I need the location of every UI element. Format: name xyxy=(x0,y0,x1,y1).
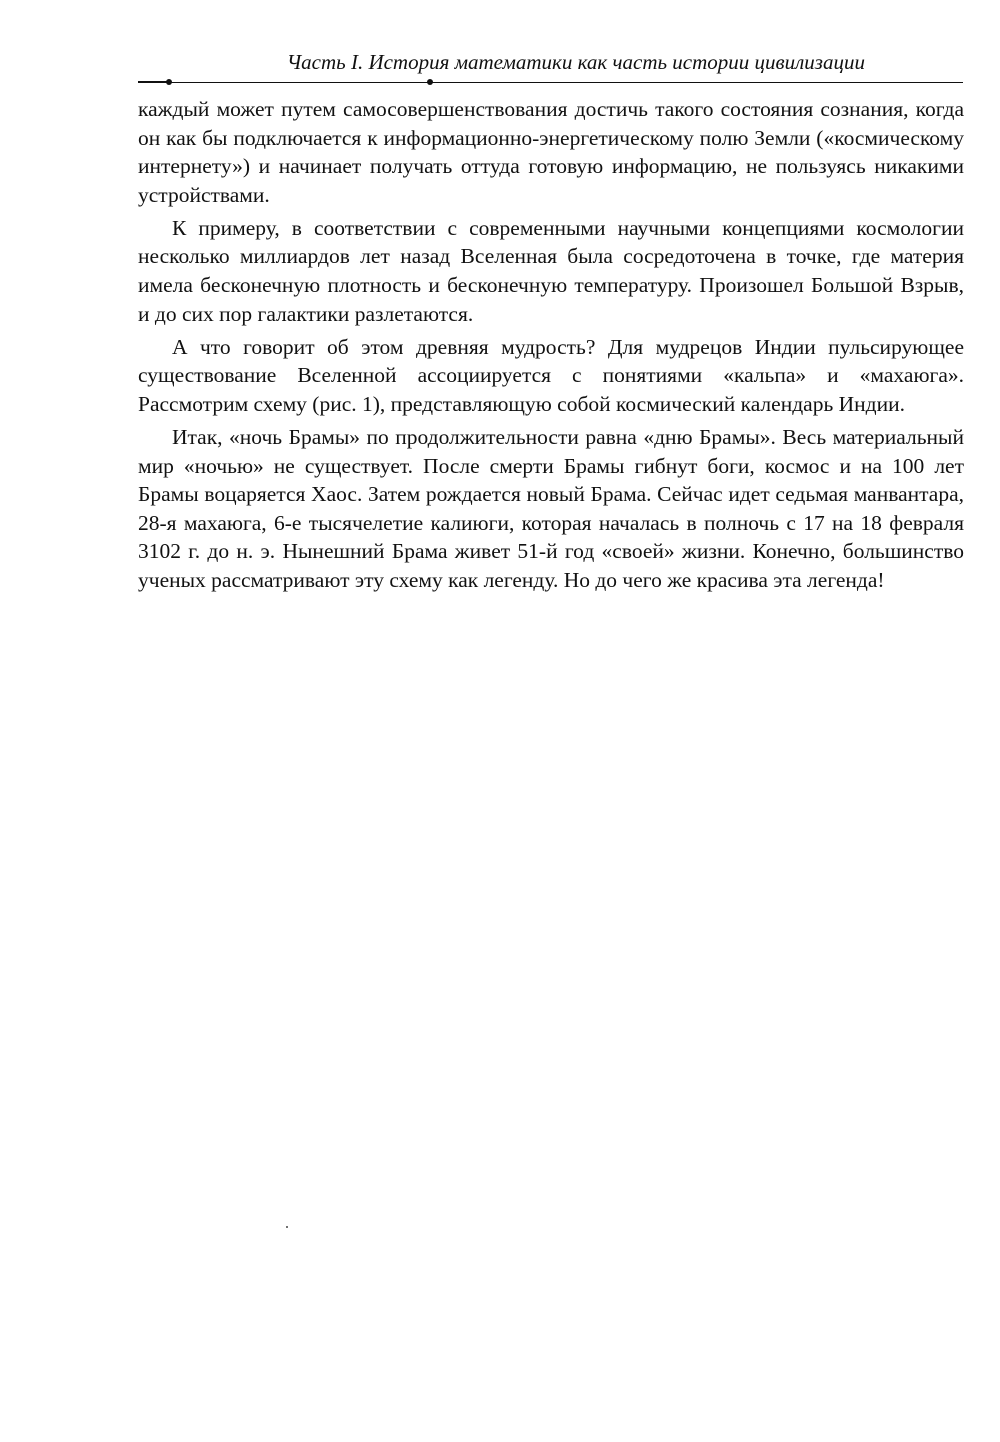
header-rule-dot-left xyxy=(166,79,172,85)
paragraph-continuation: каждый может путем самосовершенствования достичь такого состояния сознания, когда он как бы подключается к информационно-энергетическому полю Земли («космическому интернету») и начинает получать оттуда готовую информацию, не пользуясь никакими устройствами. xyxy=(138,97,964,207)
header-rule-dot-middle xyxy=(427,79,433,85)
header-rule-line xyxy=(138,82,963,83)
header-rule xyxy=(138,78,963,88)
paragraph-cosmology: К примеру, в соответствии с современными научными концепциями космологии несколько миллиардов лет назад Вселенная была сосредоточена в точке, где материя имела бесконечную плотность и бесконечную температуру. Произошел Большой Взрыв, и до сих пор галактики разлетаются. xyxy=(138,215,964,326)
body-text xyxy=(138,95,964,599)
header-rule-lead xyxy=(138,81,168,83)
paragraph-ancient-wisdom: А что говорит об этом древняя мудрость? Для мудрецов Индии пульсирующее существование Вселенной ассоциируется с понятиями «кальпа» и «махаюга». Рассмотрим схему (рис. 1), представляющую собой космический календарь Индии. xyxy=(138,334,964,416)
scan-speck xyxy=(286,1226,288,1228)
paragraph-brahma-cycle: Итак, «ночь Брамы» по продолжительности равна «дню Брамы». Весь материальный мир «ночью» не существует. После смерти Брамы гибнут боги, космос и на 100 лет Брамы воцаряется Хаос. Затем рождается новый Брама. Сейчас идет седьмая манвантара, 28-я махаюга, 6-е тысячелетие калиюги, которая началась в полночь с 17 на 18 февраля 3102 г. до н. э. Нынешний Брама живет 51-й год «своей» жизни. Конечно, большинство ученых рассматривают эту схему как легенду. Но до чего же красива эта легенда! xyxy=(138,425,964,592)
running-head: Часть I. История математики как часть истории цивилизации xyxy=(286,50,865,74)
